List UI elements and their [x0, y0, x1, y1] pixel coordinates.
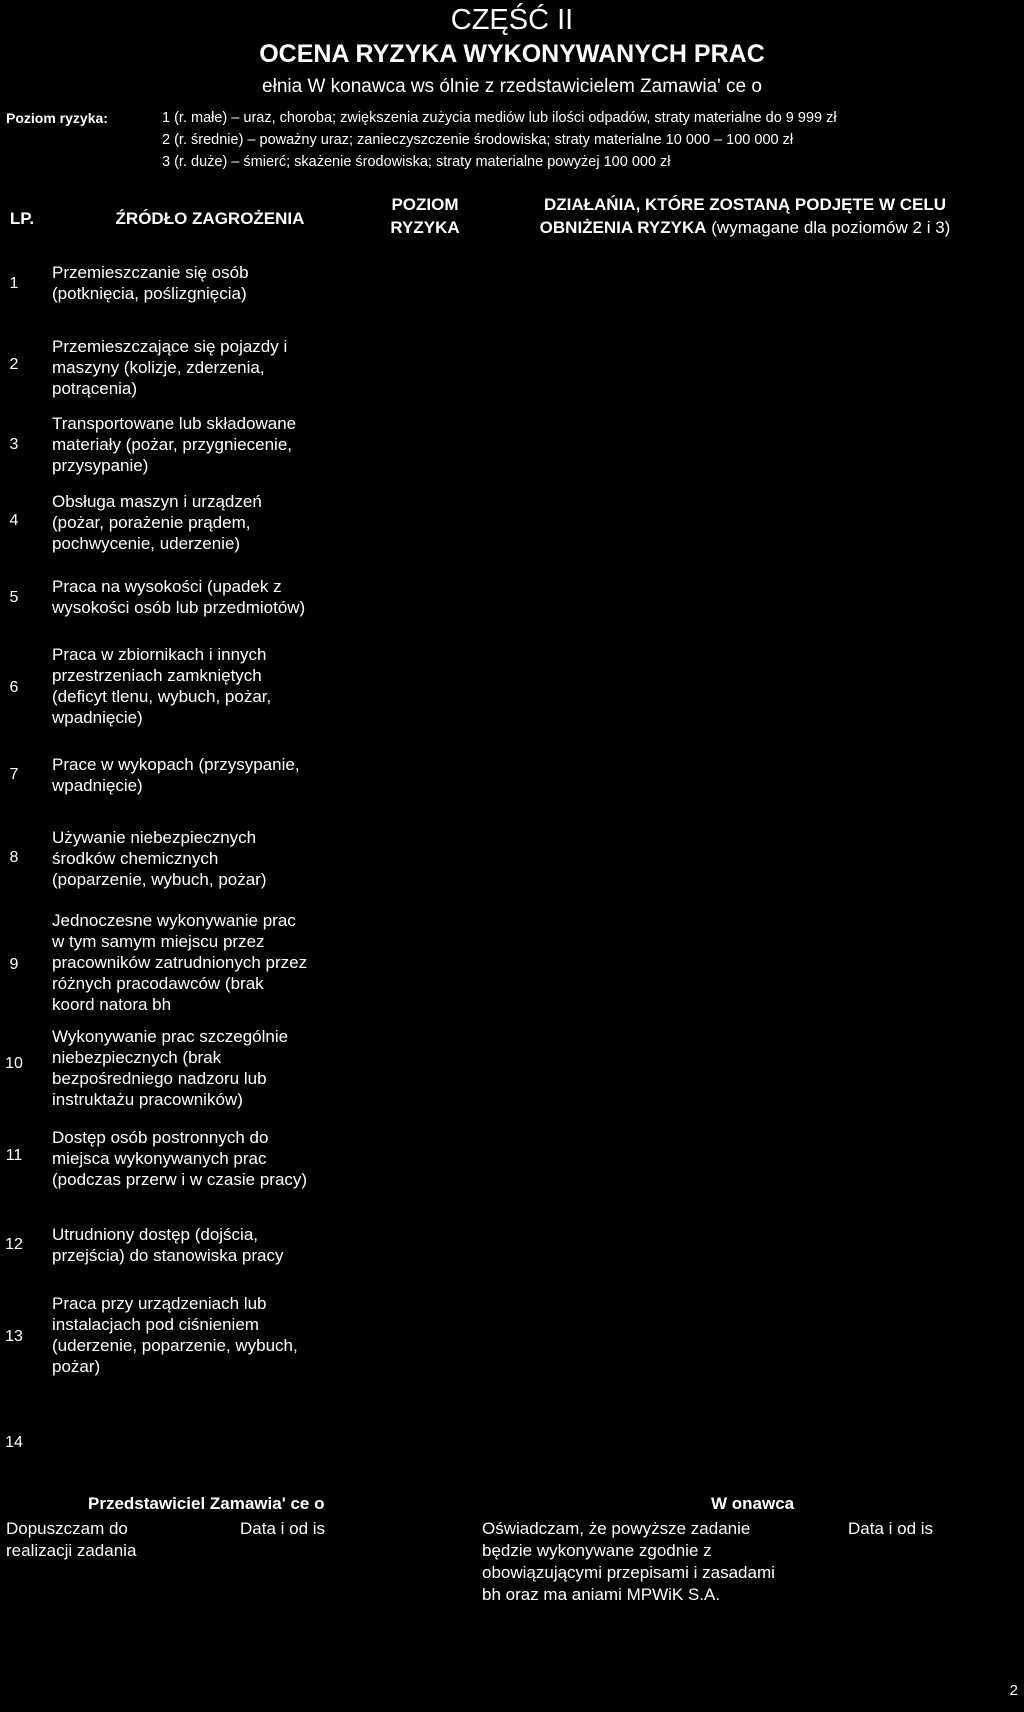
row-number: 12 [5, 1236, 23, 1253]
sig-line: realizacji zadania [6, 1541, 137, 1560]
row-number: 6 [9, 679, 19, 696]
row-line: potrącenia) [52, 379, 138, 398]
row-line: (poparzenie, wybuch, pożar) [52, 870, 267, 889]
page-number: 2 [1009, 1682, 1018, 1699]
contractor-statement [482, 1518, 775, 1606]
row-number: 2 [9, 356, 19, 373]
row-number: 13 [5, 1328, 23, 1345]
column-header-source: ŹRÓDŁO ZAGROŻENIA [115, 209, 305, 228]
row-line: przejścia) do stanowiska pracy [52, 1246, 284, 1265]
row-line: niebezpiecznych (brak [52, 1048, 222, 1067]
row-number: 9 [9, 956, 19, 973]
sig-line: będzie wykonywane zgodnie z [482, 1541, 712, 1560]
row-line: środków chemicznych [52, 849, 219, 868]
row-line: miejsca wykonywanych prac [52, 1149, 267, 1168]
table-row-source [52, 1026, 372, 1110]
table-row-source [52, 1293, 372, 1377]
row-number: 5 [9, 589, 19, 606]
row-line: koord natora bh [52, 995, 172, 1014]
contracting-representative-date-signature: Data i od is [240, 1519, 326, 1538]
contractor-date-signature: Data i od is [848, 1519, 934, 1538]
row-number: 10 [5, 1055, 23, 1072]
row-line: Prace w wykopach (przysypanie, [52, 755, 300, 774]
row-line: przysypanie) [52, 456, 149, 475]
column-header-actions-line2 [470, 216, 1020, 239]
row-line: (deficyt tlenu, wybuch, pożar, [52, 687, 272, 706]
row-line: Dostęp osób postronnych do [52, 1128, 269, 1147]
row-number: 4 [9, 512, 19, 529]
sig-line: bh oraz ma aniami MPWiK S.A. [482, 1585, 721, 1604]
sig-line: Dopuszczam do [6, 1519, 128, 1538]
table-row-source [52, 1224, 372, 1266]
column-header-actions-note: (wymagane dla poziomów 2 i 3) [706, 218, 951, 237]
row-line: wpadnięcie) [52, 708, 143, 727]
column-header-actions-bold: OBNIŻENIA RYZYKA [539, 218, 707, 237]
row-line: pracowników zatrudnionych przez [52, 953, 308, 972]
table-row-source [52, 644, 372, 728]
row-number: 1 [9, 275, 19, 292]
row-line: Obsługa maszyn i urządzeń [52, 492, 262, 511]
column-header-level-line1: POZIOM [391, 195, 459, 214]
row-number: 8 [9, 849, 19, 866]
contracting-representative-title: Przedstawiciel Zamawia' ce o [88, 1494, 325, 1513]
column-header-level [370, 193, 480, 239]
row-line: wysokości osób lub przedmiotów) [52, 598, 306, 617]
row-line: Praca w zbiornikach i innych [52, 645, 267, 664]
row-line: instruktażu pracowników) [52, 1090, 243, 1109]
risk-level-2: 2 (r. średnie) – poważny uraz; zanieczyszczenie środowiska; straty materialne 10 000 – 100 000 zł [162, 132, 794, 148]
row-line: (podczas przerw i w czasie pracy) [52, 1170, 308, 1189]
row-line: Praca przy urządzeniach lub [52, 1294, 267, 1313]
row-line: pożar) [52, 1357, 101, 1376]
table-row-source [52, 910, 372, 1015]
row-line: różnych pracodawców (brak [52, 974, 264, 993]
row-line: Używanie niebezpiecznych [52, 828, 257, 847]
row-line: Przemieszczające się pojazdy i [52, 337, 288, 356]
document-title: OCENA RYZYKA WYKONYWANYCH PRAC [259, 40, 765, 68]
table-row-source [52, 413, 372, 476]
row-line: maszyny (kolizje, zderzenia, [52, 358, 265, 377]
row-number: 11 [5, 1147, 23, 1164]
table-row-source [52, 1127, 372, 1190]
column-header-level-line2: RYZYKA [390, 218, 460, 237]
row-number: 3 [9, 436, 19, 453]
sig-line: obowiązującymi przepisami i zasadami [482, 1563, 775, 1582]
row-line: pochwycenie, uderzenie) [52, 534, 241, 553]
table-row-source [52, 262, 372, 304]
column-header-actions-line1: DZIAŁAŃIA, KTÓRE ZOSTANĄ PODJĘTE W CELU [543, 195, 946, 214]
row-line: materiały (pożar, przygniecenie, [52, 435, 293, 454]
part-heading: CZĘŚĆ II [450, 4, 574, 36]
row-line: przestrzeniach zamkniętych [52, 666, 262, 685]
row-line: Przemieszczanie się osób [52, 263, 249, 282]
row-line: (potknięcia, poślizgnięcia) [52, 284, 247, 303]
row-line: Praca na wysokości (upadek z [52, 577, 282, 596]
column-header-lp: LP. [9, 209, 35, 228]
table-row-source [52, 336, 372, 399]
document-subtitle: ełnia W konawca ws ólnie z rzedstawicielem Zamawia' ce o [262, 76, 762, 97]
row-line: (uderzenie, poparzenie, wybuch, [52, 1336, 298, 1355]
sig-line: Oświadczam, że powyższe zadanie [482, 1519, 751, 1538]
row-line: Jednoczesne wykonywanie prac [52, 911, 296, 930]
table-row-source [52, 754, 372, 796]
row-line: instalacjach pod ciśnieniem [52, 1315, 259, 1334]
table-row-source [52, 827, 372, 890]
contractor-title: W onawca [711, 1494, 795, 1513]
row-line: Utrudniony dostęp (dojścia, [52, 1225, 259, 1244]
column-header-actions [470, 193, 1020, 239]
row-line: (pożar, porażenie prądem, [52, 513, 251, 532]
table-row-source [52, 491, 372, 554]
row-line: Transportowane lub składowane [52, 414, 297, 433]
row-line: bezpośredniego nadzoru lub [52, 1069, 267, 1088]
risk-level-3: 3 (r. duże) – śmierć; skażenie środowiska; straty materialne powyżej 100 000 zł [162, 154, 671, 170]
risk-level-label: Poziom ryzyka: [6, 110, 108, 126]
contracting-representative-text [6, 1518, 136, 1562]
risk-level-1: 1 (r. małe) – uraz, choroba; zwiększenia zużycia mediów lub ilości odpadów, straty materialne do 9 999 zł [162, 110, 837, 126]
row-line: w tym samym miejscu przez [52, 932, 265, 951]
row-line: wpadnięcie) [52, 776, 143, 795]
row-number: 7 [9, 766, 19, 783]
row-number: 14 [5, 1434, 23, 1451]
row-line: Wykonywanie prac szczególnie [52, 1027, 289, 1046]
table-row-source [52, 576, 372, 618]
